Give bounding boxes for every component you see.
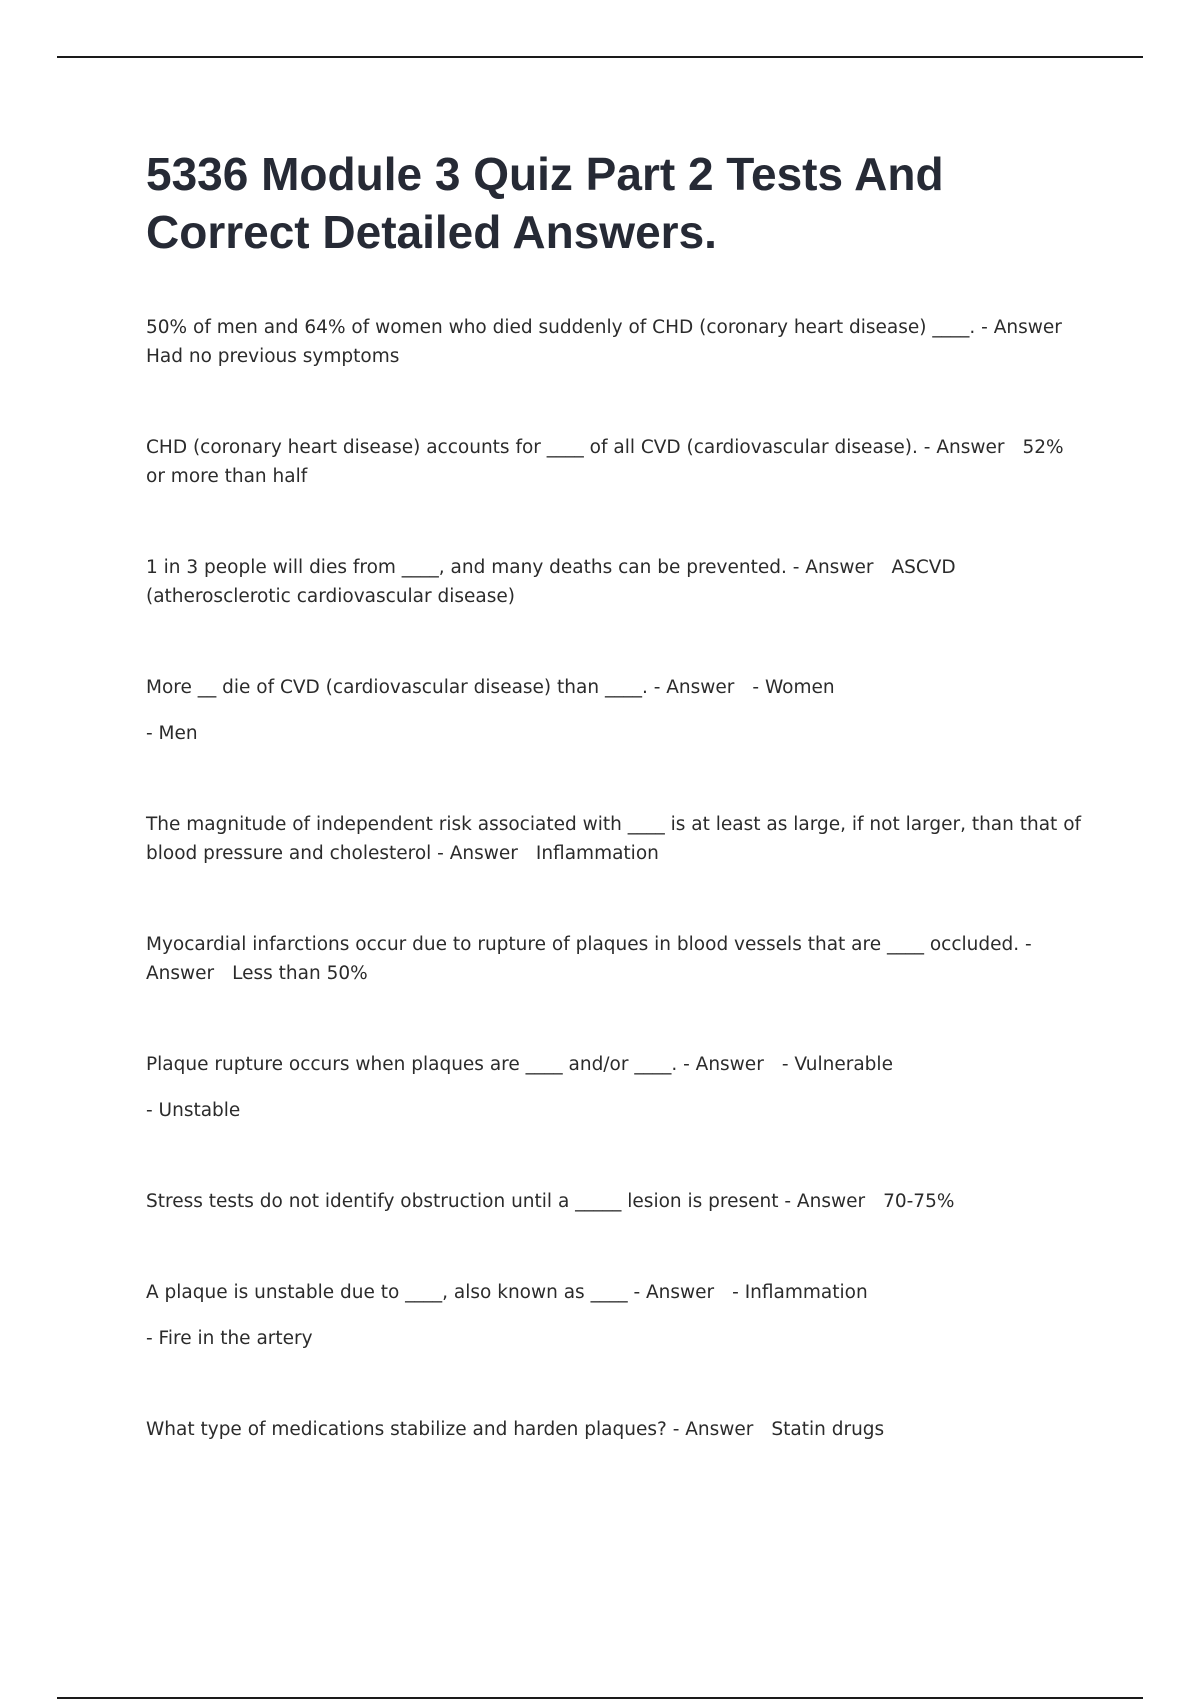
document-title: 5336 Module 3 Quiz Part 2 Tests And Correct Detailed Answers.: [146, 148, 944, 258]
question-text: A plaque is unstable due to ____, also known as ____ - Answer: [146, 1282, 715, 1303]
question-text: CHD (coronary heart disease) accounts for ____ of all CVD (cardiovascular disease). - Answer: [146, 437, 1005, 458]
qa-item-1: [146, 313, 1086, 371]
answer-continuation: - Unstable: [146, 1100, 241, 1121]
answer-text: ASCVD (atherosclerotic cardiovascular disease): [146, 557, 956, 607]
question-text: The magnitude of independent risk associated with ____ is at least as large, if not larger, than that of blood pressure and cholesterol - Answer: [146, 814, 1082, 864]
question-text: 50% of men and 64% of women who died suddenly of CHD (coronary heart disease) ____. - Answer: [146, 317, 1062, 338]
qa-item-7: [146, 1050, 1086, 1125]
qa-item-5: [146, 810, 1086, 868]
answer-text: - Vulnerable: [781, 1054, 893, 1075]
question-text: Myocardial infarctions occur due to rupture of plaques in blood vessels that are ____ occluded. - Answer: [146, 934, 1032, 984]
question-text: 1 in 3 people will dies from ____, and many deaths can be prevented. - Answer: [146, 557, 874, 578]
answer-continuation: - Fire in the artery: [146, 1328, 313, 1349]
answer-text: Less than 50%: [232, 963, 368, 984]
qa-item-3: [146, 553, 1086, 611]
qa-item-8: [146, 1187, 1086, 1216]
answer-text: 52% or more than half: [146, 437, 1064, 487]
answer-text: Had no previous symptoms: [146, 346, 400, 367]
qa-item-9: [146, 1278, 1086, 1353]
question-text: Stress tests do not identify obstruction until a _____ lesion is present - Answer: [146, 1191, 866, 1212]
question-text: Plaque rupture occurs when plaques are ____ and/or ____. - Answer: [146, 1054, 764, 1075]
answer-text: - Inflammation: [732, 1282, 868, 1303]
document-body: [146, 145, 1086, 1506]
top-rule: [57, 56, 1143, 58]
answer-text: Statin drugs: [771, 1419, 885, 1440]
qa-item-4: [146, 673, 1086, 748]
answer-text: Inflammation: [535, 843, 659, 864]
qa-item-6: [146, 930, 1086, 988]
answer-text: 70-75%: [883, 1191, 955, 1212]
bottom-rule: [57, 1697, 1143, 1699]
answer-continuation: - Men: [146, 723, 198, 744]
question-text: What type of medications stabilize and harden plaques? - Answer: [146, 1419, 754, 1440]
qa-item-10: [146, 1415, 1086, 1444]
qa-item-2: [146, 433, 1086, 491]
question-text: More __ die of CVD (cardiovascular disease) than ____. - Answer: [146, 677, 735, 698]
answer-text: - Women: [752, 677, 835, 698]
